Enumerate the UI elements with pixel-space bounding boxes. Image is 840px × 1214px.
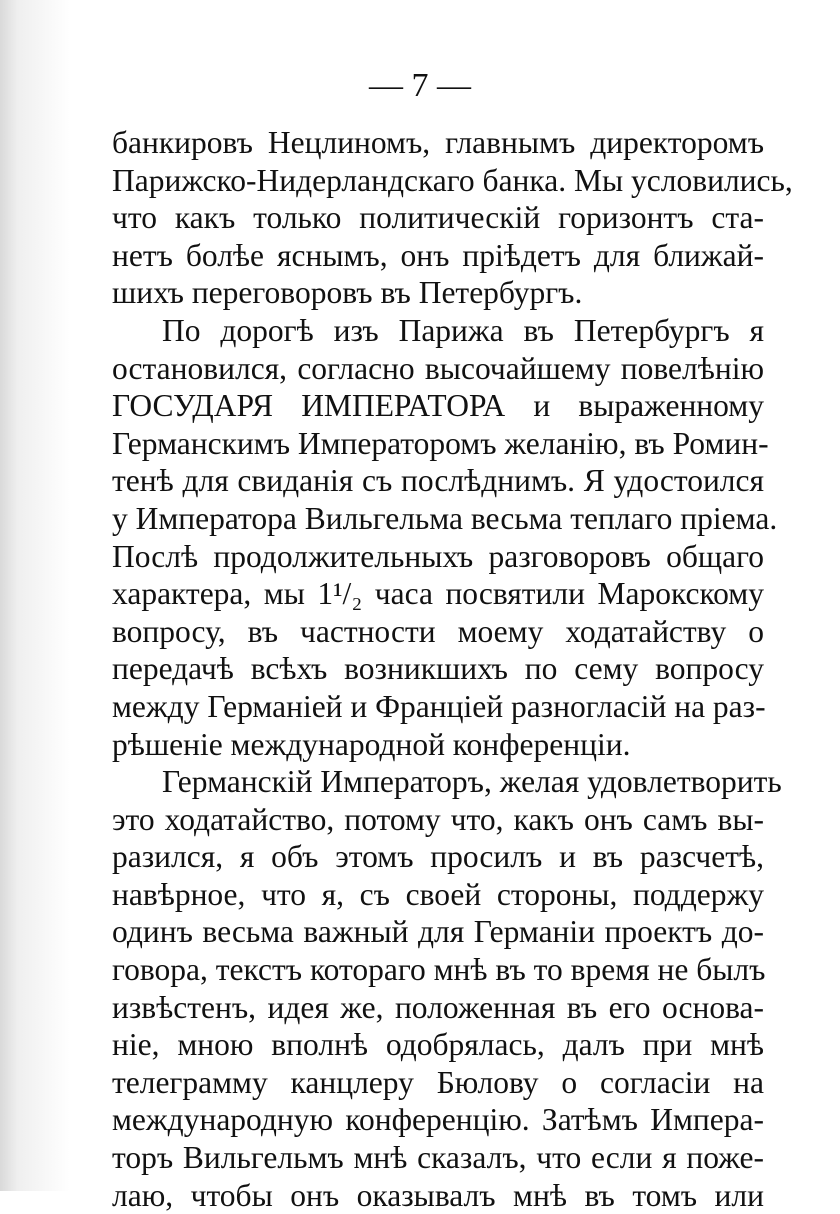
text-line: между Германіей и Франціей разногласій на раз- bbox=[112, 688, 766, 724]
text-line: навѣрное, что я, съ своей стороны, поддержу bbox=[112, 876, 764, 912]
text-line: разился, я объ этомъ просилъ и въ разсчетѣ, bbox=[112, 839, 764, 875]
text-line: торъ Вильгельмъ мнѣ сказалъ, что если я поже- bbox=[112, 1140, 764, 1176]
text-line: это ходатайство, потому что, какъ онъ самъ вы- bbox=[112, 801, 764, 837]
text-line: ніе, мною вполнѣ одобрялась, далъ при мнѣ bbox=[112, 1027, 764, 1063]
text-line: телеграмму канцлеру Бюлову о согласіи на bbox=[112, 1064, 764, 1100]
scan-edge-shadow bbox=[0, 0, 70, 1191]
text-line: передачѣ всѣхъ возникшихъ по сему вопросу bbox=[112, 651, 764, 687]
text-line: у Императора Вильгельма весьма теплаго пріема. bbox=[112, 500, 778, 536]
text-line: нетъ болѣе яснымъ, онъ пріѣдетъ для ближай- bbox=[112, 237, 764, 273]
text-line: международную конференцію. Затѣмъ Импера- bbox=[112, 1102, 764, 1138]
text-line: одинъ весьма важный для Германіи проектъ до- bbox=[112, 914, 764, 950]
text-line: Германскимъ Императоромъ желанію, въ Ромин- bbox=[112, 425, 769, 461]
page-number: — 7 — bbox=[369, 67, 471, 104]
text-line: вопросу, въ частности моему ходатайству о bbox=[112, 613, 764, 649]
text-line: остановился, согласно высочайшему повелѣнію bbox=[112, 350, 764, 386]
paragraph-start-line: По дорогѣ изъ Парижа въ Петербургъ я bbox=[162, 312, 764, 348]
text-line: говора, текстъ котораго мнѣ въ то время не былъ bbox=[112, 952, 766, 988]
text-line: лаю, чтобы онъ оказывалъ мнѣ въ томъ или bbox=[112, 1177, 764, 1213]
text-line: Парижско-Нидерландскаго банка. Мы условились, bbox=[112, 162, 793, 198]
text-line: банкировъ Нецлиномъ, главнымъ директоромъ bbox=[112, 125, 764, 160]
paragraph-start-line: Германскій Императоръ, желая удовлетворить bbox=[162, 764, 782, 800]
text-line: тенѣ для свиданія съ послѣднимъ. Я удостоился bbox=[112, 463, 764, 499]
text-line: характера, мы 1¹/₂ часа посвятили Марокскому bbox=[112, 576, 764, 612]
body-text bbox=[112, 124, 793, 1214]
paragraph-end-line: рѣшеніе международной конференціи. bbox=[112, 726, 631, 762]
text-line: что какъ только политическій горизонтъ ста- bbox=[112, 200, 764, 236]
paragraph-end-line: шихъ переговоровъ въ Петербургъ. bbox=[112, 275, 583, 311]
text-line: извѣстенъ, идея же, положенная въ его основа- bbox=[112, 989, 764, 1025]
text-line: Послѣ продолжительныхъ разговоровъ общаго bbox=[112, 538, 764, 574]
text-line: ГОСУДАРЯ ИМПЕРАТОРА и выраженному bbox=[112, 388, 764, 424]
